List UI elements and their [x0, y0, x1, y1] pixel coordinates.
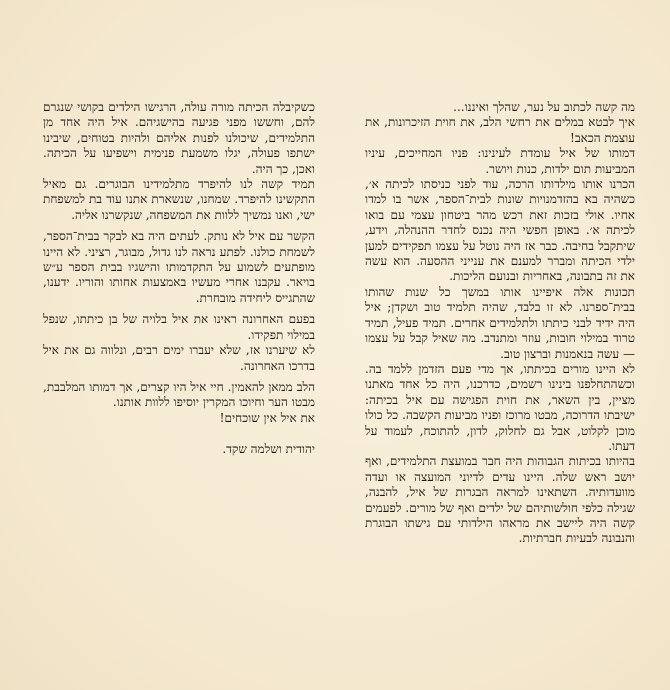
paragraph: הכרנו אותו מילדותו הרכה, עוד לפני כניסתו לכיתה א׳, כשהיה בא בהזדמנויות שונות לבית־הספר, אשר בו למדו אחיו. אולי בזכות זאת רכש מהר ביטחון עצמי עם בואו לכיתה א׳. באופן חפשי היה נכנס לחדר ההנהלה, וידע, שיתקבל בחיבה. כבר אז היה נוטל על עצמו תפקידים למען ילדי הכיתה ומברר למענם את ענייני ההסעה. הוא עשה את זה בתבונה, באחריות ובנועם הליכות.: [365, 177, 635, 284]
paragraph: כשקיבלה הכיתה מורה עולה, הרגישו הילדים בקושי שנגרם להם, וחששו מפני פגיעה בהישגיהם. איל היה אחד מן התלמידים, שיכולנו לפנות אליהם ולהיות בטוחים, שיבינו ישתפו פעולה, יגלו משמעת פנימית וישפיעו על הכיתה. ואכן, כך היה.: [43, 100, 315, 176]
paragraph: איך לבטא במלים את רחשי הלב, את חוית הזיכרונות, את עוצמת הכאב!: [365, 115, 635, 145]
paragraph: הקשר עם איל לא נותק. לעתים היה בא לבקר בבית־הספר, לשמחת כולנו. לפתע נראה לנו גדול, מבוגר, רציני. לא היינו מופתעים לשמוע על התקדמותו והישגיו בבית הספר ע״ש בויאר. עקבנו אחרי מעשיו באמצעות אחותו והוריו. ידענו, שהתגייס ליחידה מובחרת.: [43, 229, 315, 305]
left-column: [43, 100, 315, 458]
paragraph: מה קשה לכתוב על נער, שהלך ואיננו...: [453, 100, 635, 114]
paragraph: דמותו של איל עומדת לעינינו: פניו המחייכים, עיניו המביעות תום ילדות, כנות ויושר.: [365, 146, 635, 176]
paragraph: לא שיערנו אז, שלא יעברו ימים רבים, ונלווה גם את איל בדרכו האחרונה.: [43, 343, 315, 373]
paragraph: תכונות אלה איפיינו אותו במשך כל שנות שהותו בבית־ספרנו. לא זו בלבד, שהיה תלמיד טוב ושקדן; איל היה ידיד לבני כיתתו ולתלמידים אחרים. תמיד פעיל, תמיד טרוד במילוי חובות, עוזר ומתנדב. מה שאיל קבל על עצמו — עשה בנאמנות וברצון טוב.: [365, 284, 635, 361]
paragraph: תמיד קשה לנו להיפרד מתלמידינו הבוגרים. גם מאיל התקשינו להיפרד. שמחנו, שנשארת אתנו עוד בת למשפחת ישי, ואנו נמשיך ללוות את המשפחה, שנקשרנו אליה.: [43, 177, 315, 222]
right-column: [365, 100, 635, 547]
paragraph: בהיותו בכיתות הגבוהות היה חבר במועצת התלמידים, ואף יושב ראש שלה. היינו עדים לדיוני המועצה או ועדה מוועדותיה. השתאינו למראה הבגרות של איל, להבנה, שגילה כלפי חולשותיהם של ילדים ואף של מורים. לפעמים קשה היה ליישב את מראהו הילדותי עם גישתו הבוגרת והנבונה לבעיות חברתיות.: [365, 454, 635, 546]
paragraph: הלב ממאן להאמין. חיי איל היו קצרים, אך דמותו המלבבת, מבטו הער וחיוכו המקרין יוסיפו ללוות אותנו.: [43, 379, 315, 410]
signature: יהודית ושלמה שקד.: [222, 442, 315, 457]
paragraph: בפעם האחרונה ראינו את איל בלויה של בן כיתתו, שנפל במילוי תפקידו.: [43, 312, 315, 342]
paragraph: לא היינו מורים בכיתתו, אך מדי פעם הזדמן ללמד בה. וכשהתחלפנו בינינו רשמים, כדרכנו, היה כל אחד מאתנו מציין, בין השאר, את חוית הפגישה עם איל בכיתה: ישיבתו הדרוכה, מבטו מרוכז ופניו מביעות הקשבה. כל כולו מוכן לקלוט, אבל גם לחלוק, לדון, להתוכח, לעמוד על דעתו.: [365, 361, 635, 453]
closing-line: את איל אין שוכחים!: [219, 410, 315, 425]
